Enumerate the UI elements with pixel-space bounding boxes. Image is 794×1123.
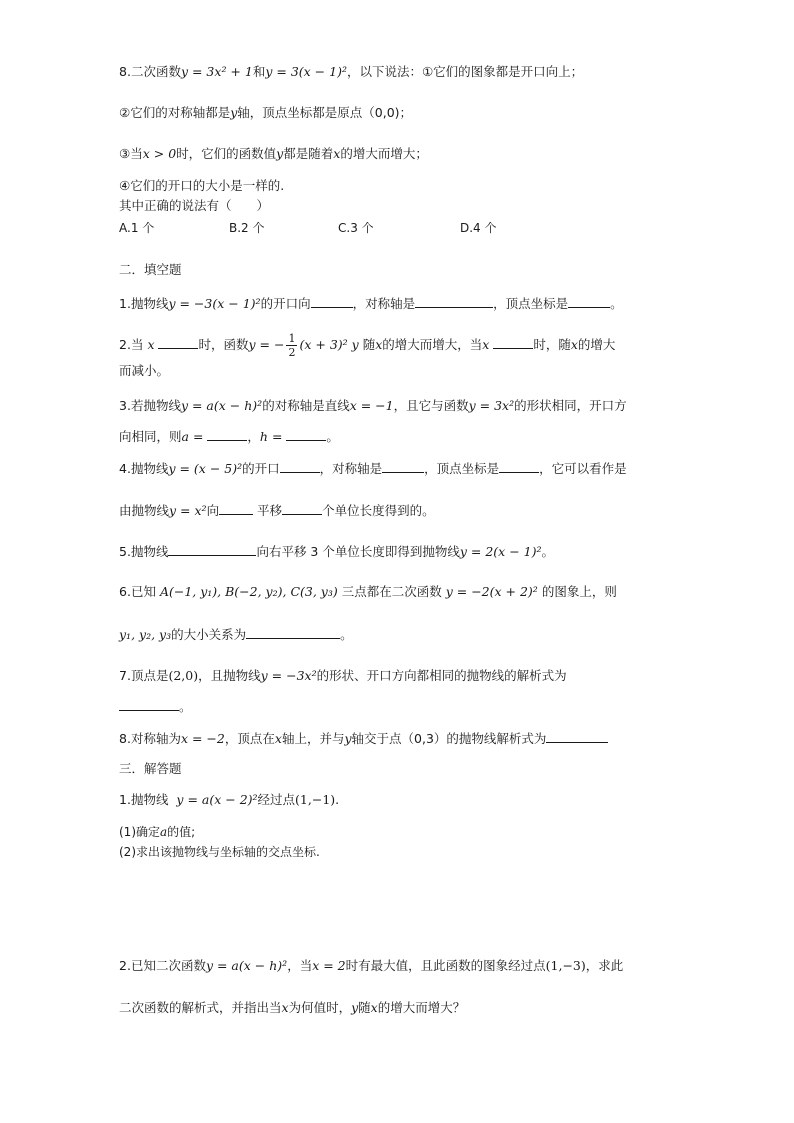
text: 。 — [179, 699, 192, 714]
fill-item-4-continued — [119, 501, 435, 520]
text: 平移 — [253, 503, 283, 518]
formula: x > 0 — [142, 146, 177, 161]
text: 轴交于点（0,3）的抛物线解析式为 — [351, 731, 547, 746]
problem-1-part-2: (2)求出该抛物线与坐标轴的交点坐标. — [119, 845, 320, 859]
text: ③当 — [119, 146, 143, 161]
text: 二次函数的解析式，并指出当 — [119, 1000, 282, 1015]
question-8-statement-4: ④它们的开口的大小是一样的. — [119, 178, 285, 193]
text: 抛物线 — [130, 461, 169, 476]
formula: y = 3x² — [468, 398, 515, 413]
variable: y — [351, 337, 359, 352]
formula: x = −1 — [349, 398, 394, 413]
formula: y = 2(x − 1)² — [459, 544, 542, 559]
text: 都是随着 — [283, 146, 334, 161]
item-number: 6. — [119, 584, 131, 599]
formula: (2,0) — [168, 668, 199, 683]
question-number: 8. — [119, 64, 131, 79]
fraction — [286, 332, 297, 359]
text: 的增大 — [577, 337, 616, 352]
answer-blank[interactable] — [311, 294, 353, 308]
text: 的开口 — [242, 461, 280, 476]
text: 当 — [130, 337, 144, 352]
text: ，且它与函数 — [393, 398, 469, 413]
text: ，当 — [287, 958, 313, 973]
question-8-statement-3 — [119, 145, 428, 163]
text: ，顶点在 — [224, 731, 275, 746]
variable: x — [333, 146, 341, 161]
text: 经过点 — [257, 792, 296, 807]
text: 三点都在二次函数 — [341, 584, 442, 599]
item-number: 7. — [119, 668, 131, 683]
text: 二次函数 — [130, 64, 181, 79]
item-number: 5. — [119, 544, 131, 559]
answer-blank[interactable] — [282, 501, 322, 515]
fill-item-6-continued — [119, 625, 353, 644]
variable: y — [230, 105, 238, 120]
text: 的增大而增大； — [340, 146, 428, 161]
option-a: A.1 个 — [119, 221, 155, 235]
text: 时有最大值，且此函数的图象经过点 — [345, 958, 546, 973]
variable: x — [482, 337, 490, 352]
item-number: 1. — [119, 296, 131, 311]
text: 的大小关系为 — [171, 627, 247, 642]
text: 已知二次函数 — [130, 958, 206, 973]
fraction-denominator: 2 — [288, 346, 296, 359]
fraction-numerator: 1 — [288, 332, 296, 345]
text: 抛物线 — [130, 544, 169, 559]
formula: y = x² — [169, 503, 207, 518]
answer-blank[interactable] — [499, 459, 539, 473]
item-number: 4. — [119, 461, 131, 476]
text: 若抛物线 — [130, 398, 181, 413]
text: 抛物线 — [130, 792, 169, 807]
point: (1,−3) — [545, 958, 586, 973]
text: ， — [247, 429, 260, 444]
formula: y = (x − 5)² — [168, 461, 243, 476]
option-b: B.2 个 — [229, 221, 265, 235]
variable: x — [375, 337, 383, 352]
item-number: 3. — [119, 398, 131, 413]
text: 由抛物线 — [119, 503, 170, 518]
formula: h = — [259, 429, 283, 444]
answer-blank[interactable] — [568, 294, 610, 308]
text: 向右平移 3 个单位长度即得到抛物线 — [256, 544, 460, 559]
text: 对称轴为 — [130, 731, 181, 746]
fill-item-1 — [119, 294, 623, 313]
formula: y = a(x − h)² — [205, 958, 288, 973]
text: 轴上，并与 — [281, 731, 345, 746]
formula: y = −3(x − 1)² — [168, 296, 261, 311]
text: 向 — [206, 503, 220, 518]
text: 个单位长度得到的。 — [322, 503, 435, 518]
text: ，对称轴是 — [319, 461, 383, 476]
item-number: 8. — [119, 731, 131, 746]
text: 的图象上，则 — [541, 584, 617, 599]
fill-item-3-continued — [119, 427, 339, 446]
formula: a = — [181, 429, 204, 444]
formula: y = 3x² + 1 — [180, 64, 253, 79]
text: ，顶点坐标是 — [424, 461, 500, 476]
answer-blank[interactable] — [280, 459, 320, 473]
text: ②它们的对称轴都是 — [119, 105, 231, 120]
variable: y — [351, 1000, 359, 1015]
formula: y₁, y₂, y₃ — [119, 627, 172, 642]
text: 随 — [362, 337, 376, 352]
text: 时，函数 — [198, 337, 249, 352]
fill-item-7-continued — [119, 697, 192, 716]
answer-blank[interactable] — [207, 427, 247, 441]
text: 。 — [340, 627, 353, 642]
text: 已知 — [130, 584, 156, 599]
variable: x — [147, 337, 155, 352]
text: ，顶点坐标是 — [493, 296, 569, 311]
formula: A(−1, y₁), B(−2, y₂), C(3, y₃) — [159, 584, 338, 599]
variable: y — [344, 731, 352, 746]
problem-1 — [119, 791, 339, 809]
text: ，它可以看作是 — [539, 461, 627, 476]
problem-2-continued — [119, 999, 465, 1017]
variable: x — [281, 1000, 289, 1015]
text: 的形状相同，开口方 — [514, 398, 627, 413]
text: 的对称轴是直线 — [262, 398, 350, 413]
formula: y = −2(x + 2)² — [445, 584, 538, 599]
text: 的形状、开口方向都相同的抛物线的解析式为 — [316, 668, 567, 683]
text: 抛物线 — [130, 296, 169, 311]
text: . — [335, 792, 340, 807]
fill-item-8 — [119, 729, 608, 748]
answer-blank[interactable] — [119, 697, 179, 711]
item-number: 1. — [119, 792, 131, 807]
option-d: D.4 个 — [460, 221, 497, 235]
answer-blank[interactable] — [158, 335, 198, 349]
answer-blank[interactable] — [168, 542, 256, 556]
fill-item-4 — [119, 459, 627, 478]
formula: x = −2 — [180, 731, 225, 746]
item-number: 2. — [119, 337, 131, 352]
formula: x = 2 — [312, 958, 346, 973]
text: 随 — [358, 1000, 371, 1015]
text: ，对称轴是 — [352, 296, 416, 311]
fill-item-7 — [119, 667, 567, 685]
answer-blank[interactable] — [219, 501, 253, 515]
answer-blank[interactable] — [546, 729, 608, 743]
option-c: C.3 个 — [338, 221, 374, 235]
formula: y = − — [248, 337, 285, 352]
problem-1-part-1 — [119, 823, 195, 841]
answer-blank[interactable] — [493, 335, 533, 349]
text: 向相同，则 — [119, 429, 182, 444]
text: 的增大而增大，当 — [382, 337, 483, 352]
formula: y = 3(x − 1)² — [265, 64, 347, 79]
text: (1)确定 — [119, 825, 160, 839]
problem-2 — [119, 957, 623, 975]
answer-blank[interactable] — [415, 294, 493, 308]
variable: y — [276, 146, 284, 161]
formula: y = a(x − h)² — [180, 398, 263, 413]
text: 和 — [252, 64, 266, 79]
text: 。 — [326, 429, 339, 444]
item-number: 2. — [119, 958, 131, 973]
text: 时，它们的函数值 — [176, 146, 277, 161]
section-3-title: 三．解答题 — [119, 761, 182, 776]
answer-blank[interactable] — [246, 625, 340, 639]
text: 轴，顶点坐标都是原点（0,0)； — [237, 105, 413, 120]
question-8-ask: 其中正确的说法有（ ） — [119, 198, 270, 213]
text: 。 — [610, 296, 623, 311]
variable: a — [160, 825, 168, 839]
text: 的值; — [167, 825, 196, 839]
section-2-title: 二．填空题 — [119, 262, 182, 277]
point: (1,−1) — [295, 792, 336, 807]
fill-item-2-continued: 而减小。 — [119, 363, 170, 378]
text: 的增大而增大？ — [377, 1000, 466, 1015]
variable: x — [570, 337, 578, 352]
text: 时，随 — [533, 337, 571, 352]
text: 的开口向 — [260, 296, 311, 311]
fill-item-5 — [119, 542, 554, 561]
formula: y = a(x − 2)² — [176, 792, 258, 807]
variable: x — [274, 731, 282, 746]
text: 。 — [541, 544, 554, 559]
variable: x — [370, 1000, 378, 1015]
answer-blank[interactable] — [382, 459, 424, 473]
text: 顶点是 — [130, 668, 169, 683]
formula: y = −3x² — [260, 668, 317, 683]
text: ，求此 — [585, 958, 624, 973]
text: ，且抛物线 — [198, 668, 261, 683]
fill-item-2 — [119, 332, 615, 359]
text: ，以下说法：①它们的图象都是开口向上； — [346, 64, 584, 79]
question-8-line-1 — [119, 63, 583, 81]
question-8-statement-2 — [119, 104, 412, 122]
fill-item-3 — [119, 397, 627, 415]
text: 为何值时， — [288, 1000, 352, 1015]
fill-item-6 — [119, 583, 617, 601]
answer-blank[interactable] — [286, 427, 326, 441]
formula: (x + 3)² — [299, 337, 348, 352]
